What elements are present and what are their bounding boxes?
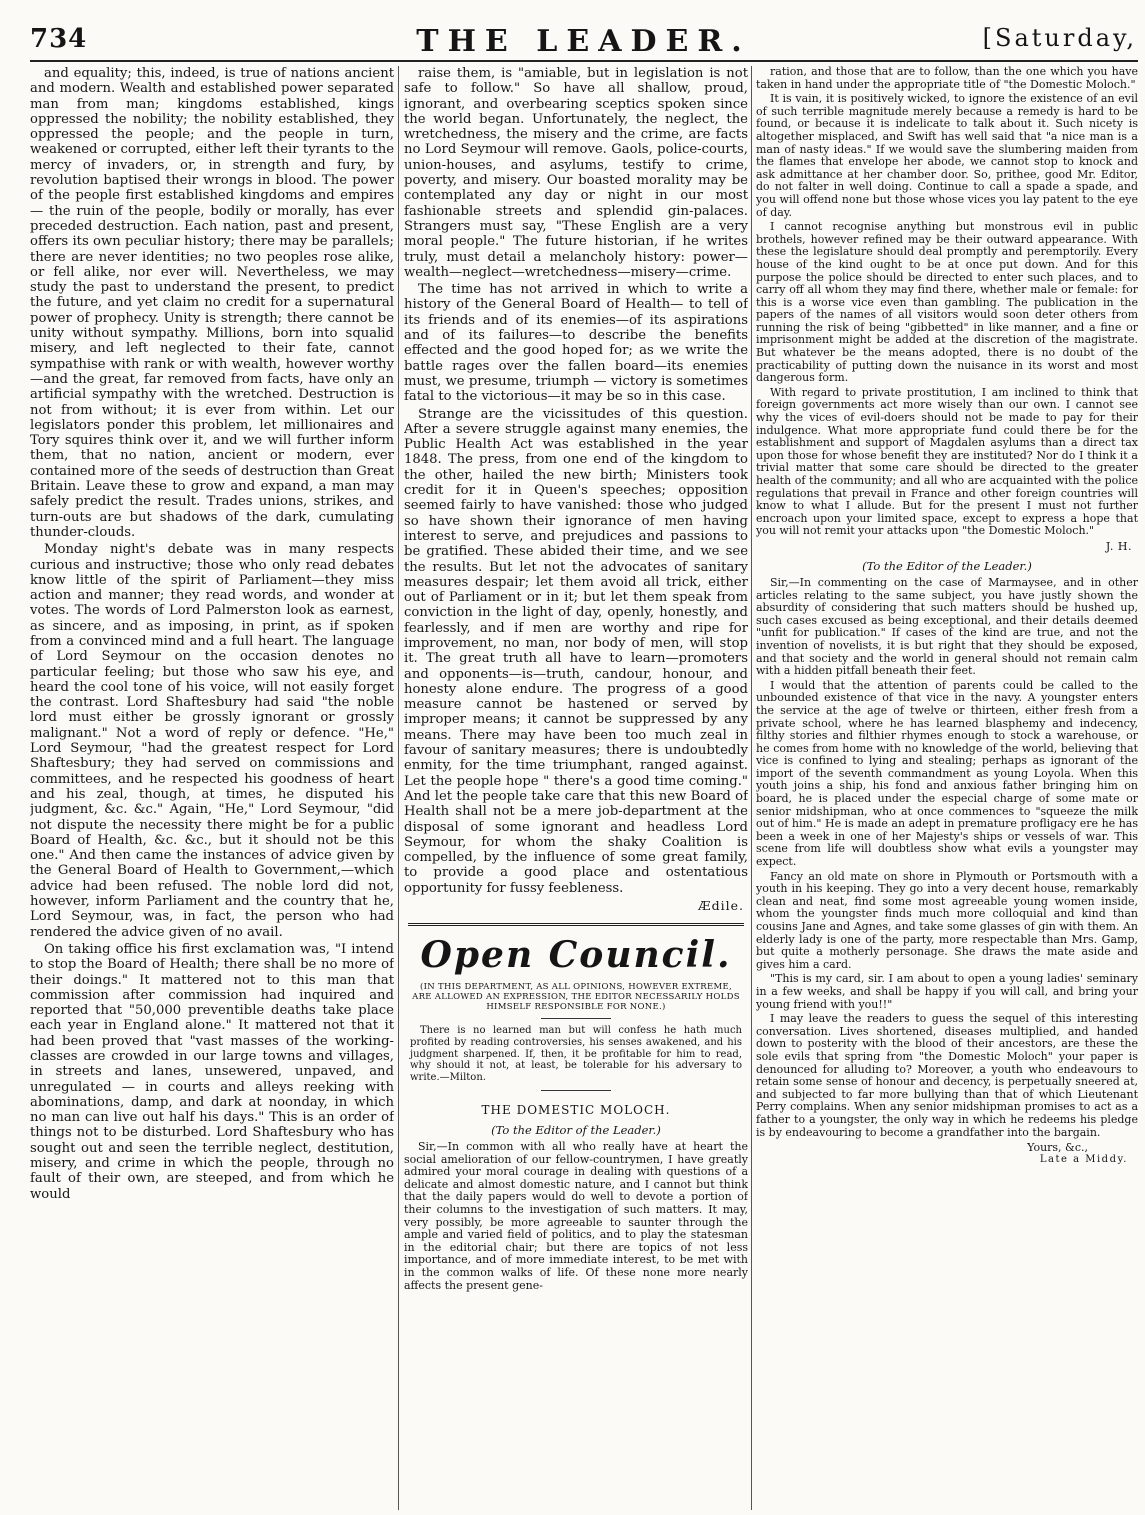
issue-day: [Saturday,: [982, 24, 1137, 52]
section-title: Open Council.: [420, 934, 732, 977]
letter-signature: Late a Middy.: [1039, 1154, 1128, 1166]
article-signature: Ædile.: [698, 898, 744, 914]
column-3: [756, 66, 1138, 1510]
page-number: 734: [30, 24, 88, 54]
paragraph: With regard to private prostitution, I am inclined to think that foreign governments act more wisely than our own. I cannot see why the vices of evil-doers should not be made to pay for their indulgence. What more appropriate fund could there be for the establishment and support of Magdalen asylums than a direct tax upon those for whose benefit they are instituted? Nor do I think it a trivial matter that some care should be directed to the greater health of the community; and all who are acquainted with the police regulations that prevail in France and other foreign countries will know to what I allude. But for the present I must not further encroach upon your limited space, except to express a hope that you will not remit your attacks upon "the Domestic Moloch.": [756, 385, 1138, 538]
masthead-rule: [30, 60, 1138, 62]
paragraph: Strange are the vicissitudes of this question. After a severe struggle against many enemies, the Public Health Act was established in the year 1848. The press, from one end of the kingdom to the other, hailed the new birth; Ministers took credit for it in Queen's speeches; opposition seemed fairly to have vanished: those who judged so have shown their ignorance of men having interest to serve, and prejudices and passions to be gratified. These abided their time, and we see the results. But let not the advocates of sanitary measures despair; let them avoid all trick, either out of Parliament or in it; but let them speak from conviction in the light of day, openly, honestly, and fearlessly, and if men are worthy and ripe for improvement, no man, nor body of men, will stop it. The great truth all have to learn—promoters and opponents—is—truth, candour, honour, and honesty alone endure. The progress of a good measure cannot be hastened or served by improper means; it cannot be suppressed by any means. There may have been too much zeal in favour of sanitary measures; there is undoubtedly enmity, for the time triumphant, ranged against. Let the people hope " there's a good time coming." And let the people take care that this new Board of Health shall not be a mere job-department at the disposal of some ignorant and headless Lord Seymour, for whom the shaky Coalition is compelled, by the influence of some great family, to provide a good place and ostentatious opportunity for fussy feebleness.: [404, 406, 748, 896]
letter-closing: Yours, &c.,: [1027, 1141, 1088, 1155]
paragraph: and equality; this, indeed, is true of nations ancient and modern. Wealth and established power separated man from man; kingdoms established, kings oppressed the nobility; the nobility established, they oppressed the people; and the people in turn, weakened or corrupted, either left their tyrants to the mercy of invaders, or, in strength and fury, by revolution baptised their wrongs in blood. The power of the people first established kingdoms and empires — the ruin of the people, bodily or morally, has ever preceded destruction. Each nation, past and present, offers its own peculiar history; there may be parallels; there are never identities; no two peoples rose alike, or fell alike, nor ever will. Nevertheless, we may study the past to understand the present, to predict the future, and yet claim no credit for a supernatural power of prophecy. Unity is strength; there cannot be unity without sympathy. Millions, born into squalid misery, and left neglected to their fate, cannot sympathise with rank or with wealth, however worthy—and the great, far removed from facts, have only an artificial sympathy with the wretched. Destruction is not from without; it is ever from within. Let our legislators ponder this problem, let millionaires and Tory squires think over it, and we will further inform them, that no nation, ancient or modern, ever contained more of the seeds of destruction than Great Britain. Leave these to grow and expand, a man may safely predict the result. Trades unions, strikes, and turn-outs are but shadows of the dark, cumulating thunder-clouds.: [30, 66, 394, 540]
paragraph: I cannot recognise anything but monstrous evil in public brothels, however refined may be their outward appearance. With these the legislature should deal promptly and peremptorily. Every house of the kind ought to be at once put down. And for this purpose the police should be directed to enter such places, and to carry off all whom they may find there, whether male or female: for this is a worse vice even than gambling. The publication in the papers of the names of all visitors would soon deter others from running the risk of being "gibbetted" in like manner, and a fine or imprisonment might be added at the discretion of the magistrate. But whatever be the means adopted, there is no doubt of the practicability of putting down the nuisance in its worst and most dangerous form.: [756, 220, 1138, 385]
letter-signature: J. H.: [1105, 539, 1132, 553]
divider: [541, 1090, 611, 1091]
paragraph: Monday night's debate was in many respects curious and instructive; those who only read debates know little of the spirit of Parliament—they miss action and manner; they read words, and wonder at votes. The words of Lord Palmerston look as earnest, as sincere, and as imposing, in print, as if spoken from a convinced mind and a full heart. The language of Lord Seymour on the occasion denotes no particular feeling; but those who saw his eye, and heard the cool tone of his voice, will not easily forget the contrast. Lord Shaftesbury had said "the noble lord must either be grossly ignorant or grossly malignant." Not a word of reply or defence. "He," Lord Seymour, "had the greatest respect for Lord Shaftesbury; they had served on commissions and committees, and he respected his goodness of heart and his zeal, though, at times, he disputed his judgment, &c. &c." Again, "He," Lord Seymour, "did not dispute the necessity there might be for a public Board of Health, &c. &c., but it should not be this one." And then came the instances of advice given by the General Board of Health to Government,—which advice had been refused. The noble lord did not, however, inform Parliament and the country that he, Lord Seymour, was, in fact, the person who had rendered the advice given of no avail.: [30, 542, 394, 940]
column-2: [404, 66, 748, 1510]
article-title: THE DOMESTIC MOLOCH.: [481, 1103, 671, 1118]
paragraph: The time has not arrived in which to write a history of the General Board of Health— to tell of its friends and of its enemies—of its aspirations and of its failures—to describe the benefits effected and the good hoped for; as we write the battle rages over the fallen board—its enemies must, we presume, triumph — victory is sometimes fatal to the victorious—it may be so in this case.: [404, 282, 748, 405]
letter-address: (To the Editor of the Leader.): [862, 558, 1032, 573]
column-1: [30, 66, 394, 1510]
column-divider: [398, 66, 399, 1510]
letter-address: (To the Editor of the Leader.): [491, 1123, 661, 1138]
newspaper-title: THE LEADER.: [416, 24, 751, 59]
section-rule: [408, 923, 744, 926]
paragraph: I would that the attention of parents could be called to the unbounded existence of that vice in the navy. A youngster enters the service at the age of twelve or thirteen, either fresh from a private school, where he has learned blasphemy and indecency, filthy stories and filthier rhymes enough to stock a warehouse, or he comes from home with no knowledge of the world, believing that vice is confined to lying and stealing; perhaps as ignorant of the import of the seventh commandment as young Loyola. When this youth joins a ship, his fond and anxious father bringing him on board, he is placed under the especial charge of some mate or senior midshipman, who at once commences to "squeeze the milk out of him." He is made an adept in premature profligacy ere he has been a week in one of her Majesty's ships or vessels of war. This scene from life will doubtless show what evils a youngster may expect.: [756, 678, 1138, 869]
paragraph: Sir,—In commenting on the case of Marmaysee, and in other articles relating to the same subject, you have justly shown the absurdity of considering that such matters should be hushed up, such cases excused as being exceptional, and their details deemed "unfit for publication." If cases of the kind are true, and not the invention of novelists, it is but right that they should be exposed, and that society and the world in general should not remain calm with a hidden pitfall beneath their feet.: [756, 575, 1138, 678]
paragraph: raise them, is "amiable, but in legislation is not safe to follow." So have all shallow, proud, ignorant, and overbearing sceptics spoken since the world began. Unfortunately, the neglect, the wretchedness, the misery and the crime, are facts no Lord Seymour will remove. Gaols, police-courts, union-houses, and asylums, testify to crime, poverty, and misery. Our boasted morality may be contemplated any day or night in our most fashionable streets and splendid gin-palaces. Strangers must say, "These English are a very moral people." The future historian, if he writes truly, must detail a melancholy history: power—wealth—neglect—wretchedness—misery—crime.: [404, 66, 748, 280]
masthead: [30, 24, 1137, 59]
paragraph: "This is my card, sir. I am about to open a young ladies' seminary in a few weeks, and shall be happy if you will call, and bring your young friend with you!!": [756, 972, 1138, 1011]
paragraph: Fancy an old mate on shore in Plymouth or Portsmouth with a youth in his keeping. They go into a very decent house, remarkably clean and neat, find some most agreeable young women inside, whom the youngster finds much more colloquial and kind than cousins Jane and Agnes, and take some glasses of gin with them. An elderly lady is one of the party, more respectable than Mrs. Gamp, but quite a motherly personage. She draws the mate aside and gives him a card.: [756, 869, 1138, 971]
section-note: (IN THIS DEPARTMENT, AS ALL OPINIONS, HOWEVER EXTREME, ARE ALLOWED AN EXPRESSION, THE EDITOR NECESSARILY HOLDS HIMSELF RESPONSIBLE FOR NONE.): [412, 982, 740, 1013]
column-divider: [751, 66, 752, 1510]
paragraph: On taking office his first exclamation was, "I intend to stop the Board of Health; there shall be no more of their doings." It mattered not to this man that commission after commission had inquired and reported that "50,000 preventible deaths take place each year in England alone." It mattered not that it had been proved that "vast masses of the working-classes are crowded in our large towns and villages, in streets and lanes, unsewered, unpaved, and unregulated — in courts and alleys reeking with abominations, damp, and dark at noonday, in which no man can live out half his days." This is an order of things not to be disturbed. Lord Shaftesbury who has sought out and seen the terrible neglect, destitution, misery, and crime in which the people, through no fault of their own, are steeped, and from which he would: [30, 941, 394, 1202]
paragraph: Sir,—In common with all who really have at heart the social amelioration of our fellow-countrymen, I have greatly admired your moral courage in dealing with questions of a delicate and almost domestic nature, and I cannot but think that the daily papers would do well to devote a portion of their columns to the investigation of such matters. It may, very possibly, be more agreeable to saunter through the ample and varied field of politics, and to play the statesman in the editorial chair; but there are topics of not less importance, and of more immediate interest, to be met with in the common walks of life. Of these none more nearly affects the present gene-: [404, 1140, 748, 1292]
paragraph: ration, and those that are to follow, than the one which you have taken in hand under the appropriate title of "the Domestic Moloch.": [756, 66, 1138, 91]
paragraph: It is vain, it is positively wicked, to ignore the existence of an evil of such terrible magnitude merely because a remedy is hard to be found, or because it is indelicate to talk about it. Such nicety is altogether misplaced, and Swift has well said that "a nice man is a man of nasty ideas." If we would save the slumbering maiden from the flames that envelope her abode, we cannot stop to knock and ask admittance at her chamber door. So, prithee, good Mr. Editor, do not falter in well doing. Continue to call a spade a spade, and you will offend none but those whose vices you lay patent to the eye of day.: [756, 92, 1138, 219]
milton-quote: There is no learned man but will confess he hath much profited by reading controversies, his senses awakened, and his judgment sharpened. If, then, it be profitable for him to read, why should it not, at least, be tolerable for his adversary to write.—Milton.: [410, 1025, 742, 1084]
divider: [541, 1018, 611, 1019]
paragraph: I may leave the readers to guess the sequel of this interesting conversation. Lives shortened, diseases multiplied, and handed down to posterity with the blood of their ancestors, are these the sole evils that spring from "the Domestic Moloch" your paper is denounced for alluding to? Moreover, a youth who endeavours to retain some sense of honour and decency, is perpetually sneered at, and subjected to far more bullying than that of which Lieutenant Perry complains. When any senior midshipman promises to act as a father to a youngster, the only way in which he redeems his pledge is by endeavouring to become a grandfather into the bargain.: [756, 1012, 1138, 1139]
